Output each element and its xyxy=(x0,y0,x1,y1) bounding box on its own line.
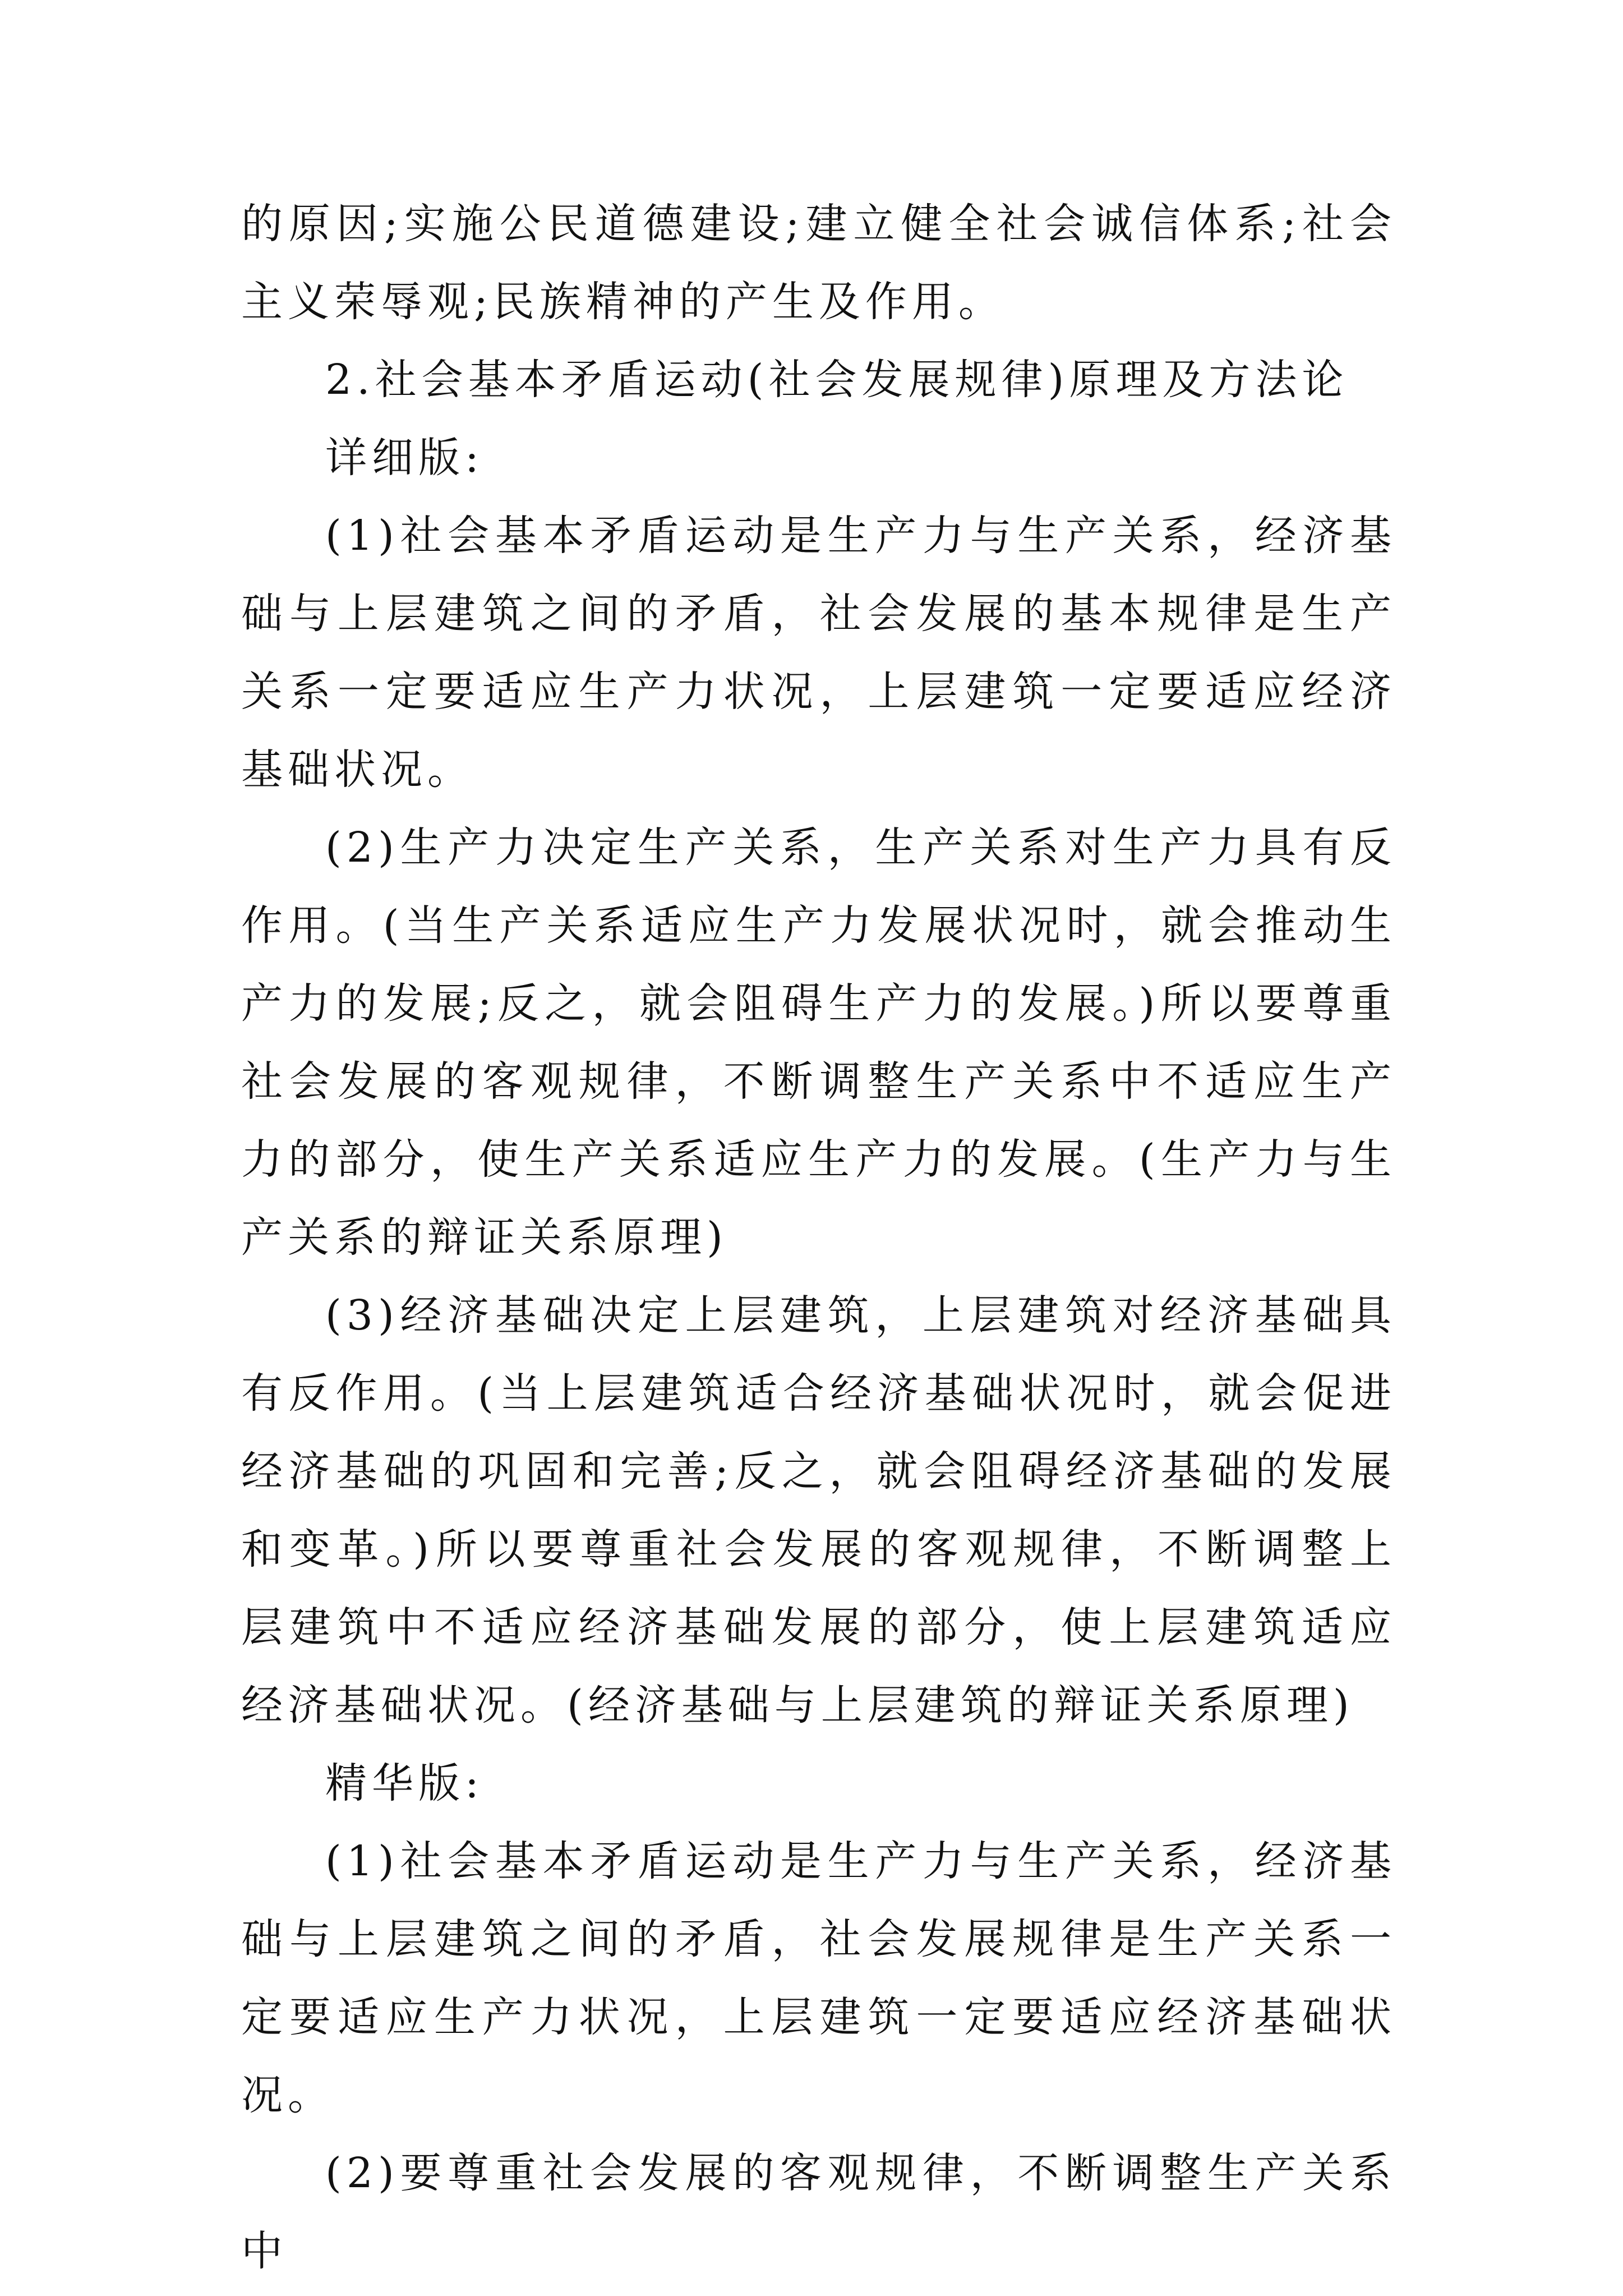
subheading-detailed-version: 详细版: xyxy=(325,434,484,482)
essence-point-1: (1)社会基本矛盾运动是生产力与生产关系，经济基础与上层建筑之间的矛盾，社会发展规律是生产关系一定要适应生产力状况，上层建筑一定要适应经济基础状况。 xyxy=(241,1837,1396,2119)
detailed-point-3: (3)经济基础决定上层建筑，上层建筑对经济基础具有反作用。(当上层建筑适合经济基础状况时，就会促进经济基础的巩固和完善;反之，就会阻碍经济基础的发展和变革。)所以要尊重社会发展的客观规律，不断调整上层建筑中不适应经济基础发展的部分，使上层建筑适应经济基础状况。(经济基础与上层建筑的辩证关系原理) xyxy=(241,1291,1396,1729)
essence-point-2: (2)要尊重社会发展的客观规律，不断调整生产关系中 xyxy=(241,2149,1396,2275)
subheading-essence-version: 精华版: xyxy=(325,1759,484,1807)
detailed-point-1: (1)社会基本矛盾运动是生产力与生产关系，经济基础与上层建筑之间的矛盾，社会发展的基本规律是生产关系一定要适应生产力状况，上层建筑一定要适应经济基础状况。 xyxy=(241,512,1396,794)
detailed-point-2: (2)生产力决定生产关系，生产关系对生产力具有反作用。(当生产关系适应生产力发展状况时，就会推动生产力的发展;反之，就会阻碍生产力的发展。)所以要尊重社会发展的客观规律，不断调整生产关系中不适应生产力的部分，使生产关系适应生产力的发展。(生产力与生产关系的辩证关系原理) xyxy=(241,823,1396,1262)
document-body xyxy=(241,185,1396,2290)
section-heading: 2.社会基本矛盾运动(社会发展规律)原理及方法论 xyxy=(325,356,1349,404)
paragraph-continuation: 的原因;实施公民道德建设;建立健全社会诚信体系;社会主义荣辱观;民族精神的产生及作用。 xyxy=(241,200,1396,326)
